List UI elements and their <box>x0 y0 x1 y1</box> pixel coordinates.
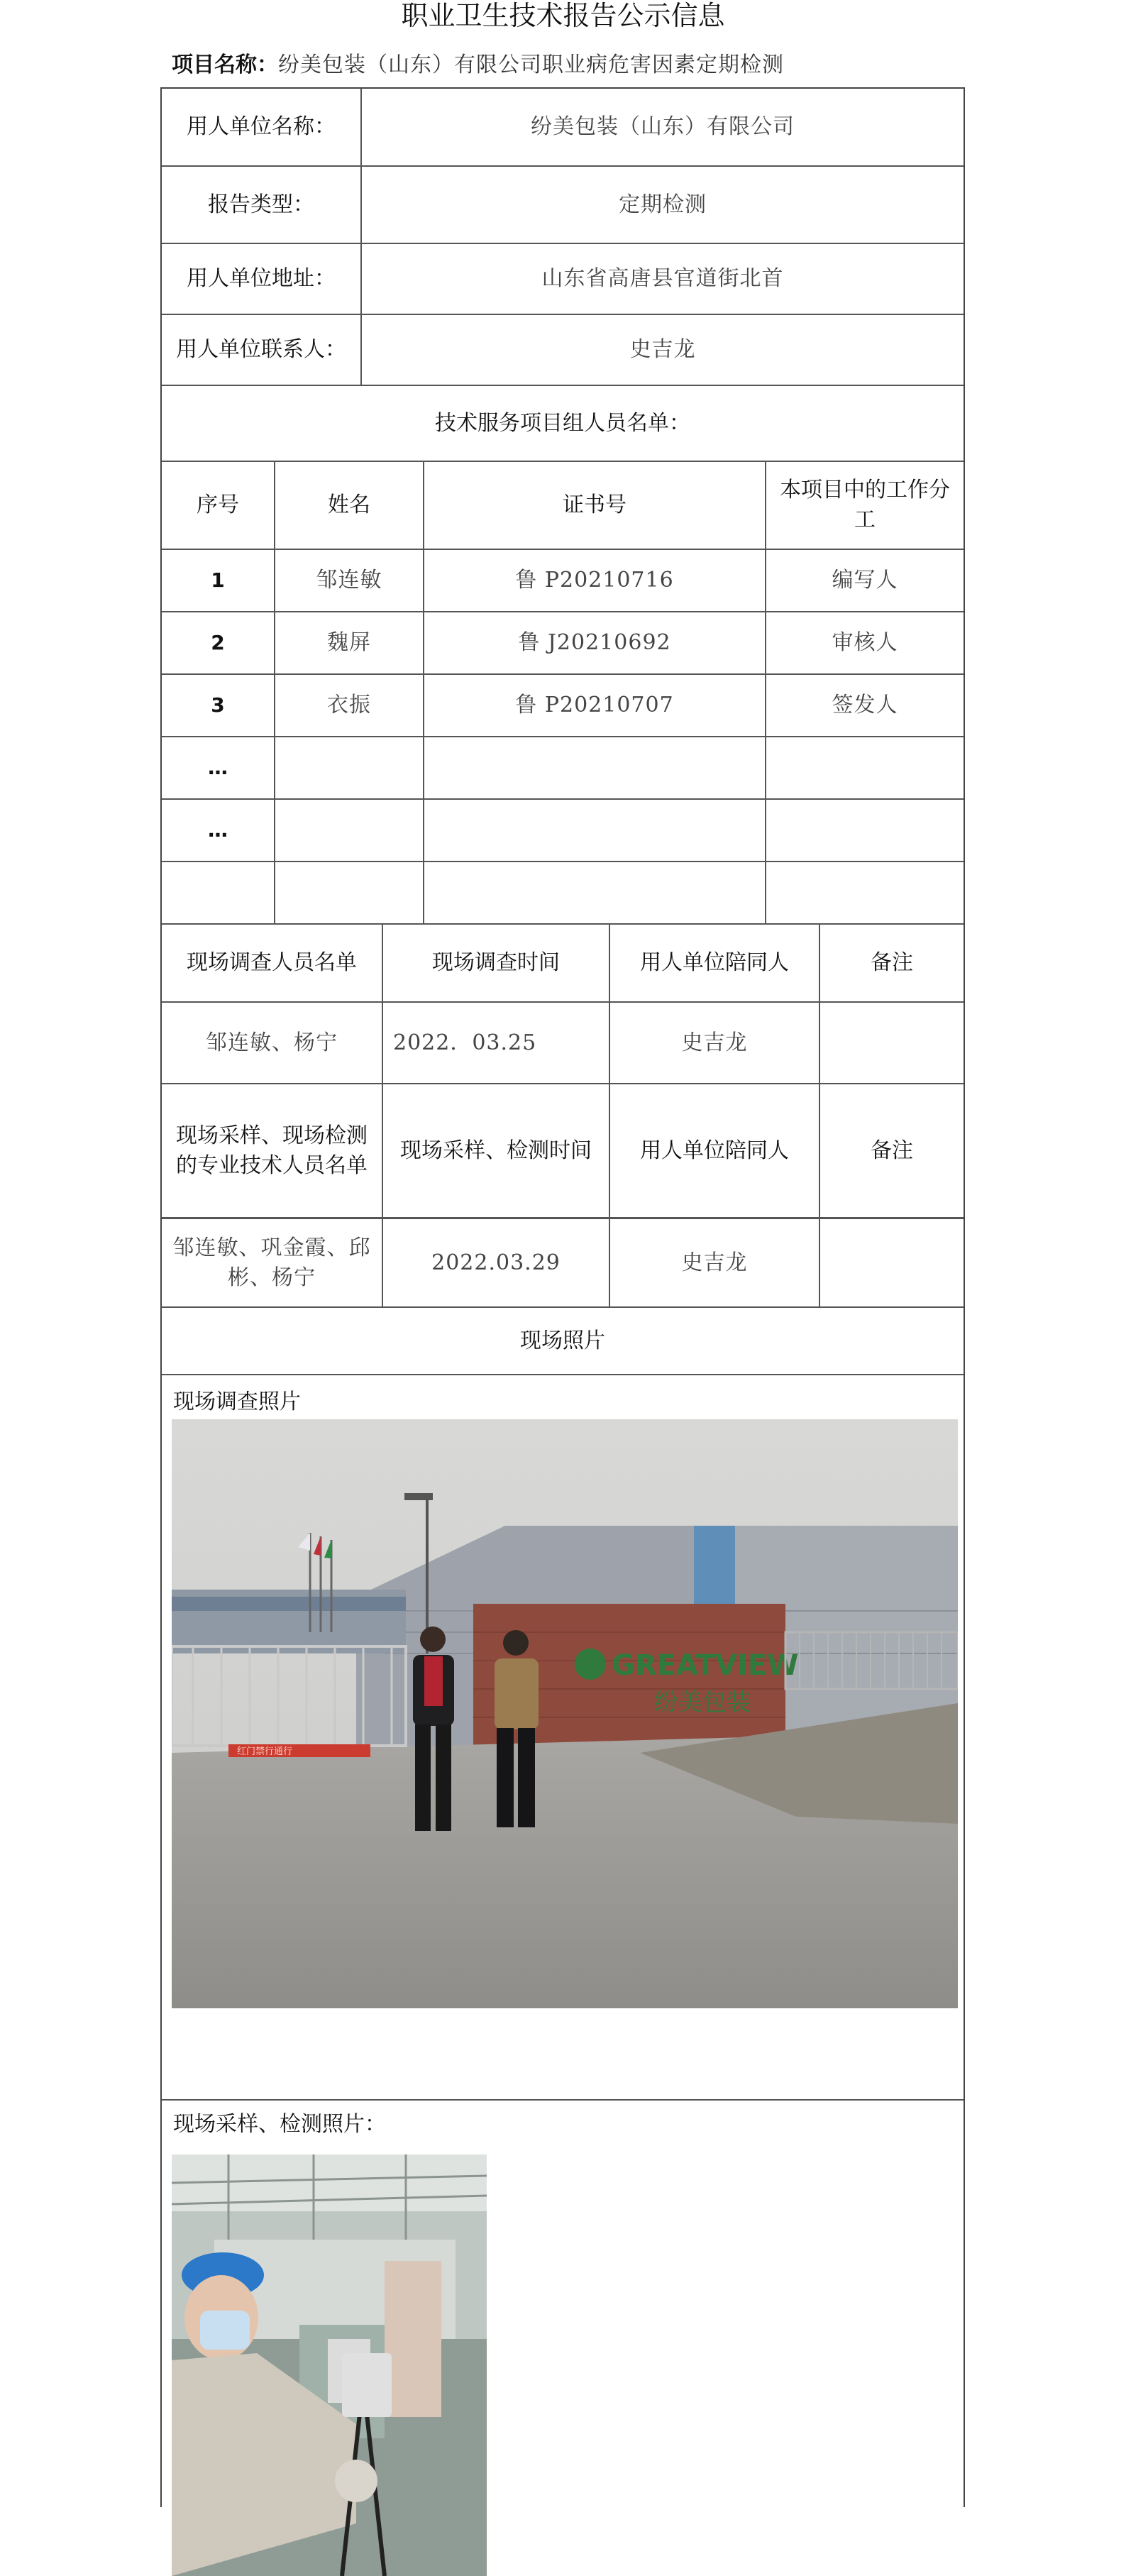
cell-name: 衣振 <box>275 675 424 736</box>
team-heading: 技术服务项目组人员名单： <box>435 410 690 436</box>
info-label: 用人单位地址： <box>162 244 362 314</box>
survey-escort: 史吉龙 <box>610 1003 820 1083</box>
sampling-remark <box>820 1219 964 1306</box>
sign-brand-text: GREATVIEW <box>612 1649 799 1682</box>
col-header-remark: 备注 <box>871 950 913 975</box>
col-header-remark: 备注 <box>871 1138 913 1163</box>
info-row-contact <box>162 315 964 386</box>
info-value: 定期检测 <box>619 192 707 217</box>
workshop-sampling-photo <box>172 2154 487 2576</box>
col-header-survey-staff: 现场调查人员名单 <box>162 925 383 1001</box>
col-header-sampling-staff: 现场采样、现场检测的专业技术人员名单 <box>162 1084 383 1217</box>
cell-name <box>275 737 424 798</box>
cell-role <box>766 737 964 798</box>
cell-role <box>766 862 964 923</box>
photos-heading: 现场照片 <box>520 1328 605 1353</box>
cell-name <box>275 862 424 923</box>
col-header-escort: 用人单位陪同人 <box>610 1084 820 1217</box>
photos-heading-row <box>162 1308 964 1375</box>
survey-photo-section <box>162 1375 964 2101</box>
cell-role: 签发人 <box>832 693 898 717</box>
sampling-value-row <box>162 1219 964 1308</box>
cell-cert <box>424 862 766 923</box>
sampling-escort: 史吉龙 <box>610 1219 820 1306</box>
survey-header-row <box>162 925 964 1003</box>
sampling-photo <box>172 2154 487 2576</box>
info-label: 报告类型： <box>162 167 362 243</box>
sampling-photo-section <box>162 2101 964 2509</box>
cell-no <box>162 862 275 923</box>
team-heading-row <box>162 386 964 462</box>
cell-no: 2 <box>162 612 275 673</box>
factory-gate-photo <box>172 1419 958 2008</box>
team-header-row <box>162 462 964 550</box>
info-value: 纷美包装（山东）有限公司 <box>531 114 795 139</box>
cell-cert: 鲁 J20210692 <box>424 612 766 673</box>
col-header-cert: 证书号 <box>424 462 766 549</box>
survey-value-row <box>162 1003 964 1084</box>
col-header-survey-time: 现场调查时间 <box>383 925 610 1001</box>
info-value: 山东省高唐县官道街北首 <box>541 266 784 291</box>
col-header-role: 本项目中的工作分工 <box>780 478 950 532</box>
cell-no: 3 <box>162 675 275 736</box>
sampling-time: 2022.03.29 <box>383 1219 610 1306</box>
page-title: 职业卫生技术报告公示信息 <box>401 0 725 31</box>
report-table <box>160 87 965 2507</box>
table-row <box>162 737 964 800</box>
project-label: 项目名称： <box>172 53 278 77</box>
info-label: 用人单位联系人： <box>162 315 362 385</box>
cell-cert: 鲁 P20210707 <box>424 675 766 736</box>
cell-name <box>275 800 424 861</box>
survey-photo <box>172 1419 958 2008</box>
project-value: 纷美包装（山东）有限公司职业病危害因素定期检测 <box>278 53 784 77</box>
col-header-name: 姓名 <box>275 462 424 549</box>
cell-no: … <box>162 800 275 861</box>
cell-name: 魏屏 <box>275 612 424 673</box>
info-label: 用人单位名称： <box>162 89 362 165</box>
sampling-staff: 邹连敏、巩金霞、邱彬、杨宁 <box>162 1219 383 1306</box>
survey-staff: 邹连敏、杨宁 <box>162 1003 383 1083</box>
table-row <box>162 675 964 737</box>
sampling-photo-label: 现场采样、检测照片： <box>173 2112 386 2137</box>
cell-no: 1 <box>162 550 275 611</box>
table-row <box>162 800 964 862</box>
cell-no: … <box>162 737 275 798</box>
cell-cert: 鲁 P20210716 <box>424 550 766 611</box>
cell-cert <box>424 800 766 861</box>
info-row-address <box>162 244 964 315</box>
col-header-no: 序号 <box>162 462 275 549</box>
cell-name: 邹连敏 <box>275 550 424 611</box>
table-row <box>162 862 964 925</box>
col-header-sampling-time: 现场采样、检测时间 <box>383 1084 610 1217</box>
project-line <box>172 50 784 81</box>
sign-cn-text: 纷美包装 <box>654 1688 751 1717</box>
cell-role: 审核人 <box>832 630 898 655</box>
info-row-company <box>162 89 964 167</box>
table-row <box>162 550 964 612</box>
info-value: 史吉龙 <box>629 337 696 362</box>
info-row-type <box>162 167 964 244</box>
survey-time: 2022．03.25 <box>383 1003 610 1083</box>
gate-banner-text: 红门禁行通行 <box>237 1746 293 1757</box>
survey-remark <box>820 1003 964 1083</box>
cell-cert <box>424 737 766 798</box>
survey-photo-label: 现场调查照片 <box>173 1389 301 1414</box>
col-header-escort: 用人单位陪同人 <box>610 925 820 1001</box>
cell-role: 编写人 <box>832 568 898 593</box>
sampling-header-row <box>162 1084 964 1219</box>
cell-role <box>766 800 964 861</box>
table-row <box>162 612 964 675</box>
